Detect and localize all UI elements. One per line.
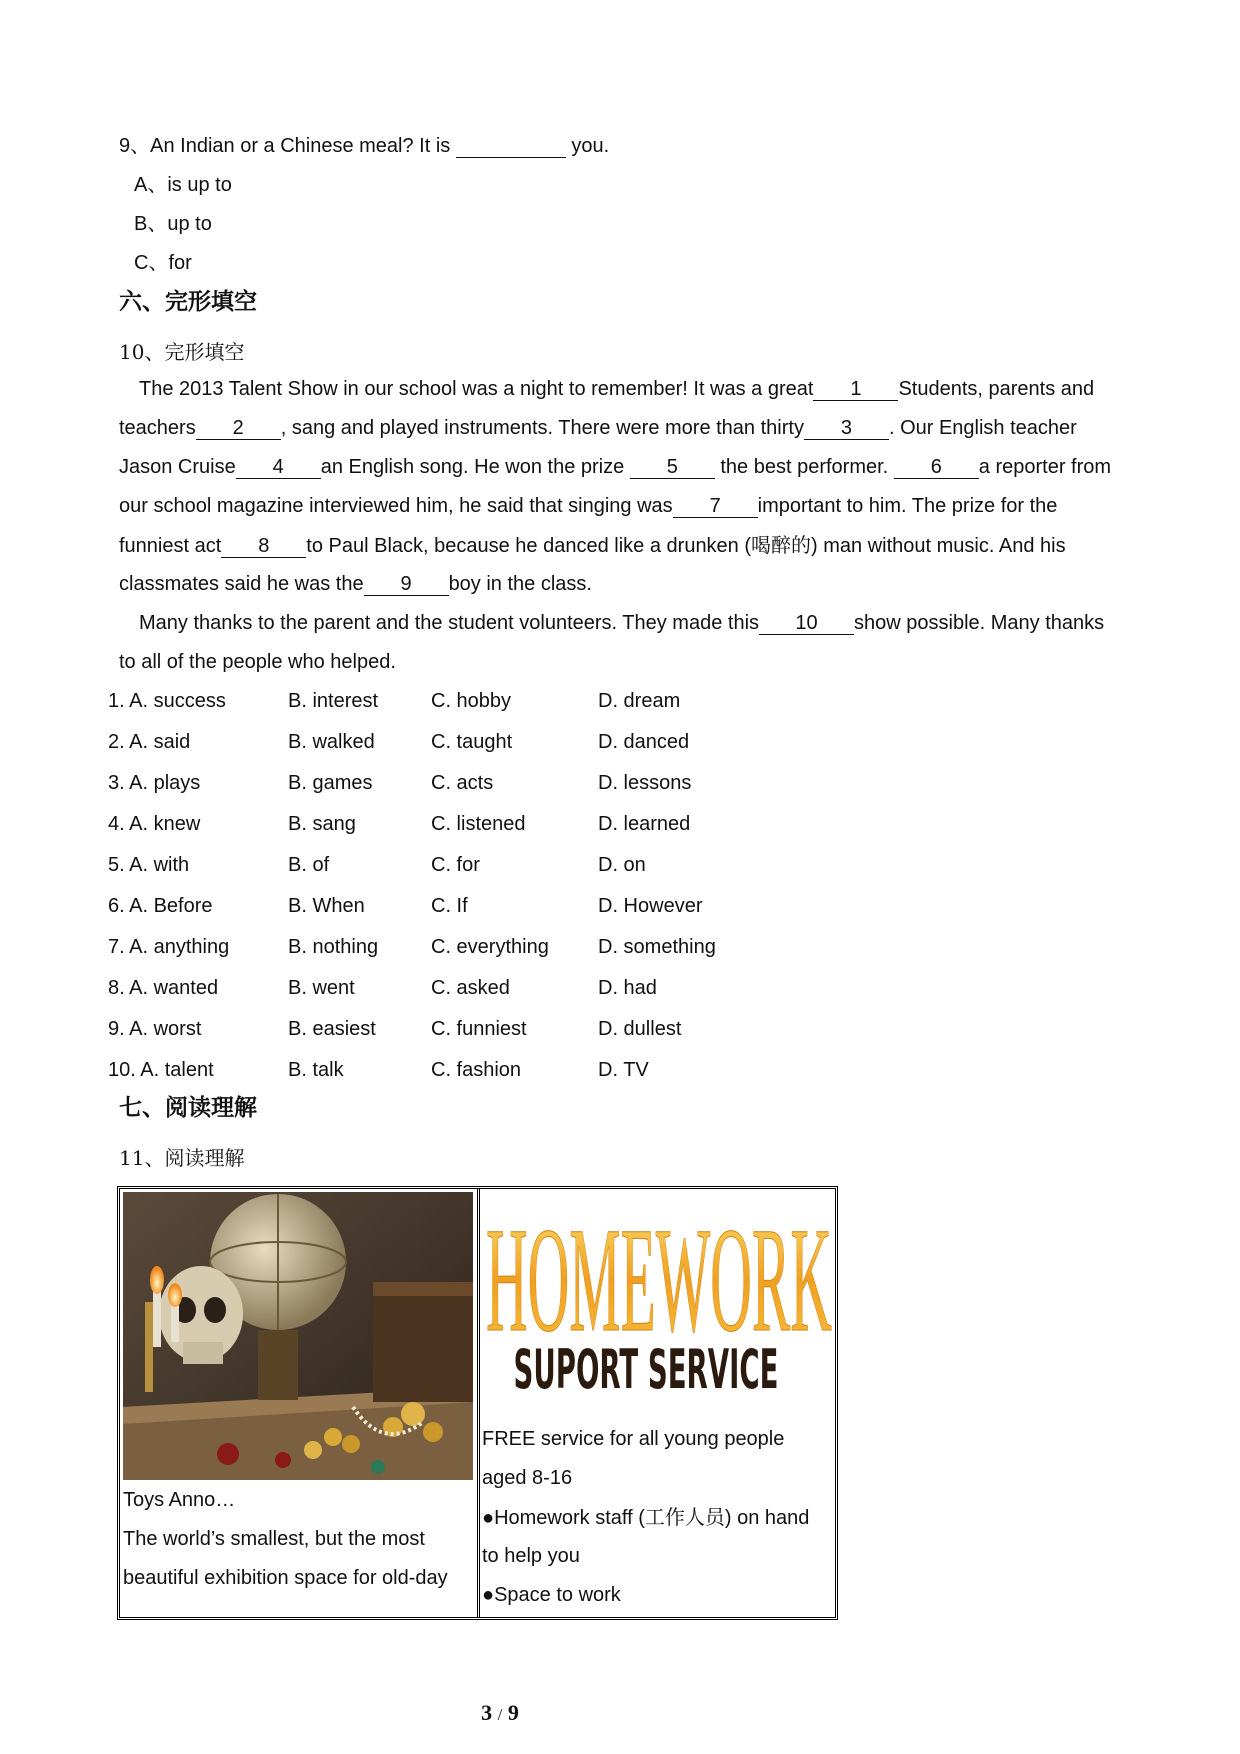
choice-option: 6. A. Before: [108, 895, 213, 917]
passage-line: funniest act 8 to Paul Black, because he danced like a drunken (喝醉的) man without music. And his: [119, 533, 1066, 557]
choice-option: C. for: [431, 854, 480, 876]
choice-option: B. games: [288, 772, 373, 794]
choice-option: C. funniest: [431, 1018, 527, 1040]
choice-option: D. danced: [598, 731, 690, 753]
choice-option: C. everything: [431, 936, 549, 958]
question-10-label: 10、完形填空: [119, 340, 245, 364]
choice-option: C. acts: [431, 772, 494, 794]
reading-table: [117, 1186, 838, 1620]
choice-option: C. asked: [431, 977, 510, 999]
passage-line: classmates said he was the 9 boy in the class.: [119, 573, 592, 595]
blank-9: 9: [364, 573, 449, 596]
blank-8: 8: [221, 535, 306, 558]
passage-line: The 2013 Talent Show in our school was a night to remember! It was a great 1 Students, parents and: [139, 378, 1095, 400]
choice-option: B. walked: [288, 731, 375, 753]
homework-service-text: to help you: [482, 1545, 580, 1567]
choice-option: 7. A. anything: [108, 936, 230, 958]
choice-option: D. lessons: [598, 772, 692, 794]
choice-option: B. When: [288, 895, 365, 917]
choice-option: B. sang: [288, 813, 356, 835]
blank-2: 2: [196, 417, 281, 440]
choice-option: C. taught: [431, 731, 513, 753]
answer-blank: [456, 135, 566, 158]
choice-option: B. easiest: [288, 1018, 376, 1040]
passage-line: our school magazine interviewed him, he said that singing was 7 important to him. The prize for the: [119, 495, 1058, 517]
choice-option: D. on: [598, 854, 646, 876]
option-c: C、for: [134, 252, 192, 274]
blank-10: 10: [759, 612, 854, 635]
passage-line: teachers 2 , sang and played instruments. There were more than thirty 3 . Our English teacher: [119, 417, 1077, 439]
homework-service-text: FREE service for all young people: [482, 1428, 785, 1450]
choice-option: B. of: [288, 854, 330, 876]
choice-option: C. If: [431, 895, 468, 917]
blank-4: 4: [236, 456, 321, 479]
choice-option: C. hobby: [431, 690, 512, 712]
choice-option: D. dream: [598, 690, 681, 712]
section-heading-reading: 七、阅读理解: [119, 1095, 257, 1121]
page-number: 3 / 9: [481, 1700, 519, 1725]
choice-option: D. However: [598, 895, 703, 917]
passage-line: to all of the people who helped.: [119, 651, 396, 673]
blank-1: 1: [813, 378, 898, 401]
toys-anno-text: beautiful exhibition space for old-day: [123, 1567, 448, 1589]
choice-option: 8. A. wanted: [108, 977, 219, 999]
homework-support-logo: [484, 1192, 834, 1401]
support-service-subtitle: SUPORT SERVICE: [513, 1338, 779, 1401]
question-11-label: 11、阅读理解: [119, 1146, 245, 1170]
toys-anno-text: The world’s smallest, but the most: [123, 1528, 425, 1550]
homework-service-text: ●Space to work: [482, 1584, 621, 1606]
choice-option: 2. A. said: [108, 731, 191, 753]
homework-logo-graphic: [484, 1192, 834, 1401]
choice-option: C. fashion: [431, 1059, 522, 1081]
section-heading-cloze: 六、完形填空: [119, 289, 257, 315]
toys-anno-title: Toys Anno…: [123, 1489, 236, 1511]
antique-still-life-picture: [123, 1192, 473, 1480]
choice-option: 10. A. talent: [108, 1059, 214, 1081]
choice-option: 5. A. with: [108, 854, 190, 876]
choice-option: C. listened: [431, 813, 526, 835]
blank-5: 5: [630, 456, 715, 479]
question-9-stem: 9、An Indian or a Chinese meal? It is you.: [119, 135, 610, 157]
choice-option: B. talk: [288, 1059, 344, 1081]
choice-option: D. something: [598, 936, 716, 958]
choice-option: 4. A. knew: [108, 813, 201, 835]
choice-option: 9. A. worst: [108, 1018, 202, 1040]
antique-still-life-image: [123, 1192, 473, 1480]
blank-7: 7: [673, 495, 758, 518]
passage-line: Jason Cruise 4 an English song. He won the prize 5 the best performer. 6 a reporter from: [119, 456, 1112, 478]
choice-option: 1. A. success: [108, 690, 226, 712]
option-b: B、up to: [134, 213, 212, 235]
homework-title: HOMEWORK: [486, 1197, 832, 1363]
table-divider: [477, 1189, 480, 1617]
choice-option: B. nothing: [288, 936, 379, 958]
option-a: A、is up to: [134, 174, 232, 196]
homework-service-text: ●Homework staff (工作人员) on hand: [482, 1505, 810, 1529]
choice-option: D. had: [598, 977, 657, 999]
blank-6: 6: [894, 456, 979, 479]
blank-3: 3: [804, 417, 889, 440]
choice-option: D. TV: [598, 1059, 649, 1081]
choice-option: D. learned: [598, 813, 691, 835]
choice-option: 3. A. plays: [108, 772, 201, 794]
homework-service-text: aged 8-16: [482, 1467, 573, 1489]
passage-line: Many thanks to the parent and the student volunteers. They made this 10 show possible. Many thanks: [139, 612, 1105, 634]
choice-option: B. interest: [288, 690, 379, 712]
choice-option: D. dullest: [598, 1018, 682, 1040]
choice-option: B. went: [288, 977, 355, 999]
